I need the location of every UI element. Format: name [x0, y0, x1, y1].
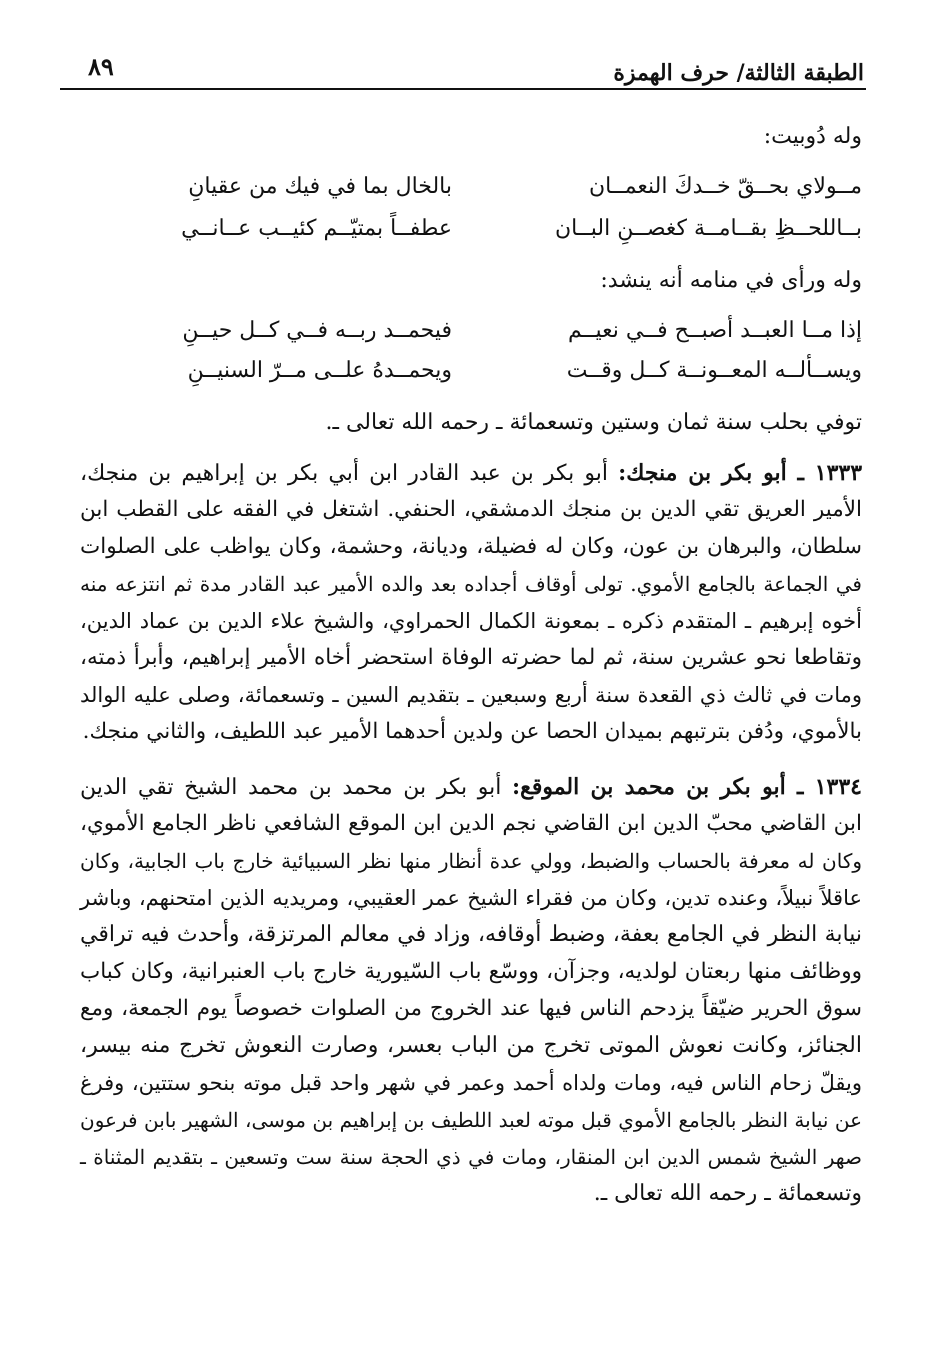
entry-heading: ١٣٣٤ ـ أبو بكر بن محمد بن الموقع: [511, 774, 862, 800]
poem1-verse-1 [80, 172, 862, 202]
verse-second-hemistich: بالخال بما في فيك من عقيانِ [188, 174, 452, 199]
verse-first-hemistich: مــولاي بحــقّ خــدكَ النعمــان [588, 174, 862, 199]
entry-line: في الجماعة بالجامع الأموي. تولى أوقاف أجداده بعد والده الأمير عبد القادر مدة ثم انتزعه منه [80, 572, 862, 596]
verse-second-hemistich: فيحمــد ربــه فــي كــل حيــنِ [182, 318, 452, 343]
entry-1334-first-line [80, 772, 862, 803]
entry-heading: ١٣٣٣ ـ أبو بكر بن منجك: [618, 460, 863, 486]
entry-line: سوق الحرير ضيّقاً يزدحم الناس فيها عند الخروج من الصلوات خصوصاً يوم الجمعة، ومع [80, 996, 862, 1021]
entry-line: بالأموي، ودُفن بترتبهم بميدان الحصا عن ولدين أحدهما الأمير عبد اللطيف، والثاني منجك. [82, 719, 862, 744]
poem2-intro: وله ورأى في منامه أنه ينشد: [600, 268, 862, 293]
poem2-verse-1 [80, 316, 862, 346]
page-header [60, 46, 866, 90]
entry-line: ووظائف منها ربعتان لولديه، وجزآن، ووسّع باب السّيورية خارج باب العنبرانية، وكان كباب [80, 959, 862, 984]
entry-line: أبو بكر بن محمد بن محمد الشيخ تقي الدين [80, 775, 502, 800]
entry-line: عاقلاً نبيلاً، وعنده تدين، وكان من فقراء الشيخ عمر العقيبي، ومريديه الذين امتحنهم، وباشر [80, 886, 862, 910]
entry-1333-first-line [80, 458, 862, 489]
verse-second-hemistich: ويحمــدهُ علــى مــرّ السنيــنِ [187, 358, 452, 383]
verse-first-hemistich: بــاللحــظِ بقــامــة كغصــنِ البــان [555, 216, 862, 241]
running-title: الطبقة الثالثة/ حرف الهمزة [613, 60, 864, 86]
verse-second-hemistich: عطفــاً بمتيّــم كئيــب عــانــي [181, 216, 452, 241]
entry-line: عن نيابة النظر بالجامع الأموي قبل موته لعبد اللطيف بن إبراهيم بن موسى، الشهير بابن فرعون [80, 1108, 862, 1132]
entry-line: ومات في ثالث ذي القعدة سنة أربع وسبعين ـ بتقديم السين ـ وتسعمائة، وصلى عليه الوالد [80, 683, 862, 707]
entry-line: ويقلّ زحام الناس فيه، ومات ولداه أحمد وعمر في شهر واحد قبل موته بنحو ستتين، وفرغ [80, 1071, 862, 1095]
verse-first-hemistich: إذا مــا العبــد أصبــح فــي نعيــم [567, 318, 862, 343]
poem1-verse-2 [80, 214, 862, 244]
entry-line: الجنائز، وكانت نعوش الموتى تخرج من الباب بعسر، وصارت النعوش تخرج منه بيسر، [80, 1033, 862, 1058]
poem1-intro: وله دُوبيت: [763, 124, 862, 149]
entry-line: الأمير العريق تقي الدين بن منجك الدمشقي، الحنفي. اشتغل في الفقه على القطب ابن [80, 497, 862, 522]
entry-line: نيابة النظر في الجامع بعفة، وضبط أوقافه، وزاد في معالم المرتزقة، وأحدث فيه تراقي [80, 922, 862, 947]
entry-line: سلطان، والبرهان بن عون، وكان له فضيلة، وديانة، وحشمة، وكان يواظب على الصلوات [80, 534, 862, 559]
entry-line: وتسعمائة ـ رحمه الله تعالى ـ. [593, 1181, 862, 1206]
entry-line: ابن القاضي محبّ الدين ابن القاضي نجم الدين ابن الموقع الشافعي ناظر الجامع الأموي، [80, 811, 862, 836]
entry-line: صهر الشيخ شمس الدين ابن المنقار، ومات في ذي الحجة سنة ست وتسعين ـ بتقديم المثناة ـ [80, 1145, 862, 1169]
verse-first-hemistich: ويســألــه المعــونــة كــل وقــت [566, 358, 862, 383]
entry-line: أخوه إبرهيم ـ المتقدم ذكره ـ بمعونة الكمال الحمراوي، والشيخ علاء الدين بن عماد الدين، [80, 609, 862, 633]
poem2-verse-2 [80, 356, 862, 386]
entry-line: أبو بكر بن عبد القادر ابن أبي بكر بن إبراهيم بن منجك، [80, 461, 609, 486]
death-note: توفي بحلب سنة ثمان وستين وتسعمائة ـ رحمه الله تعالى ـ. [325, 410, 862, 435]
page-number: ٨٩ [88, 52, 114, 81]
entry-line: وتقاطعا نحو عشرين سنة، ثم لما حضرته الوفاة استحضر أخاه الأمير إبراهيم، وأبرأ ذمته، [80, 645, 862, 670]
entry-line: وكان له معرفة بالحساب والضبط، وولي عدة أنظار منها نظر السبيائية خارج باب الجابية، وكان [80, 849, 862, 873]
